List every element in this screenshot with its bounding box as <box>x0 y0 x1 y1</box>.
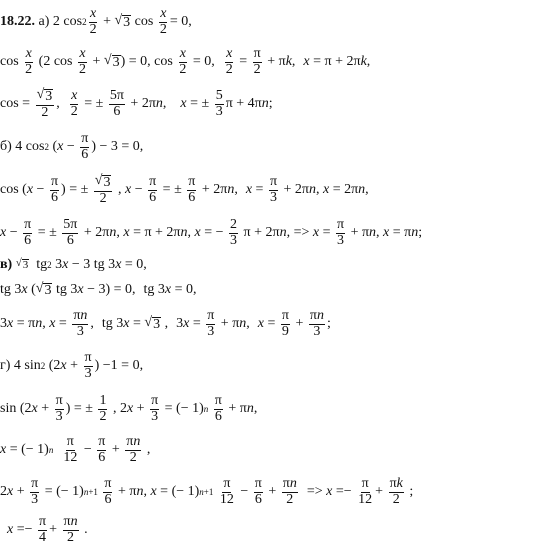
sqrt: √ 3 <box>35 280 52 298</box>
fraction: $\frac{\pi n}{3}$ <box>309 307 324 339</box>
fraction: $\frac{\pi}{3}$ <box>151 392 159 424</box>
fraction: $\frac{\pi}{6}$ <box>50 173 59 205</box>
fraction: $\frac{\pi}{6}$ <box>214 392 222 424</box>
line-b-cos: cos ( x − $\frac{\pi}{6}$ ) = ± √ 3 2 , x − $\frac{\pi}{6}$ = ± $\frac{\pi}{6}$ + 2π n , x = $\frac{\pi}{3}$ + 2π n , x = 2π n , <box>0 172 369 206</box>
sqrt: √ 3 <box>15 257 29 272</box>
line-g-equation: г) 4 sin 2 (2 x + $\frac{\pi}{3}$ ) −1 = 0, <box>0 349 144 381</box>
fraction: $\frac{\pi}{2}$ <box>253 45 261 77</box>
problem-number: 18.22. <box>0 14 35 29</box>
fraction: $\frac{5}{3}$ <box>215 87 223 119</box>
sqrt: √ 3 <box>103 52 120 70</box>
fraction: $\frac{\pi}{6}$ <box>104 475 112 507</box>
line-a-equation: 18.22. а) 2 cos 2 $\frac{x}{2}$ + √ 3 cos $\frac{x}{2}$ = 0, <box>0 5 192 37</box>
fraction: $\frac{\pi}{3}$ <box>84 349 92 381</box>
fraction: $\frac{\pi}{3}$ <box>31 475 39 507</box>
fraction: $\frac{2}{3}$ <box>230 216 238 248</box>
fraction: $\frac{\pi}{6}$ <box>254 475 262 507</box>
fraction: $\frac{x}{2}$ <box>25 45 33 77</box>
fraction: $\frac{\pi}{6}$ <box>24 216 32 248</box>
fraction: √ 3 2 <box>94 172 111 206</box>
fraction: $\frac{x}{2}$ <box>159 5 167 37</box>
fraction: √ 3 2 <box>36 86 53 120</box>
fraction: $\frac{\pi}{4}$ <box>39 513 47 545</box>
label-g: г) <box>0 358 11 373</box>
fraction: $\frac{1}{2}$ <box>99 392 107 424</box>
label-v: в) <box>0 257 13 272</box>
line-v-factor: tg 3 x ( √ 3 tg 3 x − 3) = 0, tg 3 x = 0, <box>0 280 197 298</box>
fraction: $\frac{\pi}{3}$ <box>55 392 63 424</box>
line-g-final: x =− $\frac{\pi}{4}$ + $\frac{\pi n}{2}$ . <box>7 513 88 545</box>
sqrt: √ 3 <box>144 314 161 332</box>
fraction: $\frac{\pi}{12}$ <box>219 475 234 507</box>
line-g-second: 2 x + $\frac{\pi}{3}$ = (− 1) n+1 $\frac{\pi}{6}$ + π n , x = (− 1) n+1 $\frac{\pi}{12}$ − $\frac{\pi}{6}$ + $\frac{\pi n}{2}$ => x =− $\frac{\pi}{12}$ + $\frac{\pi k}{2}$ ; <box>0 475 414 507</box>
fraction: $\frac{\pi k}{2}$ <box>389 475 403 507</box>
fraction: $\frac{\pi}{6}$ <box>98 433 106 465</box>
line-a-factor: cos $\frac{x}{2}$ (2 cos $\frac{x}{2}$ + √ 3 ) = 0, cos $\frac{x}{2}$ = 0, $\frac{x}{2}$ = $\frac{\pi}{2}$ + π k , x = π + 2π k , <box>0 45 371 77</box>
label-a: а) <box>38 14 50 29</box>
fraction: $\frac{\pi}{3}$ <box>336 216 345 248</box>
fraction: $\frac{\pi}{3}$ <box>269 173 278 205</box>
fraction: $\frac{\pi n}{2}$ <box>126 433 141 465</box>
fraction: $\frac{x}{2}$ <box>179 45 187 77</box>
fraction: $\frac{x}{2}$ <box>89 5 97 37</box>
fraction: $\frac{x}{2}$ <box>70 87 78 119</box>
line-v-equation: в) √ 3 tg 2 3 x − 3 tg 3 x = 0, <box>0 257 147 272</box>
line-b-equation: б) 4 cos 2 ( x − $\frac{\pi}{6}$ ) − 3 = 0, <box>0 130 144 162</box>
fraction: $\frac{\pi}{6}$ <box>149 173 157 205</box>
line-v-solutions: 3 x = π n , x = $\frac{\pi n}{3}$ , tg 3 x = √ 3 , 3 x = $\frac{\pi}{3}$ + π n , x = $\frac{\pi}{9}$ + $\frac{\pi n}{3}$ ; <box>0 307 331 339</box>
sqrt: √ 3 <box>114 12 131 30</box>
line-g-x: x = (− 1) n $\frac{\pi}{12}$ − $\frac{\pi}{6}$ + $\frac{\pi n}{2}$ , <box>0 433 151 465</box>
fraction: $\frac{\pi}{12}$ <box>358 475 373 507</box>
fraction: $\frac{5\pi}{6}$ <box>109 87 124 119</box>
fraction: $\frac{\pi}{6}$ <box>81 130 89 162</box>
line-g-sin: sin (2 x + $\frac{\pi}{3}$ ) = ± $\frac{1}{2}$ , 2 x + $\frac{\pi}{3}$ = (− 1) n $\frac{\pi}{6}$ + π n , <box>0 392 258 424</box>
fraction: $\frac{x}{2}$ <box>225 45 233 77</box>
fraction: $\frac{\pi n}{3}$ <box>73 307 88 339</box>
fraction: $\frac{\pi}{3}$ <box>207 307 215 339</box>
fraction: $\frac{\pi}{6}$ <box>188 173 196 205</box>
label-b: б) <box>0 139 12 154</box>
fraction: $\frac{\pi n}{2}$ <box>282 475 297 507</box>
fraction: $\frac{x}{2}$ <box>79 45 86 77</box>
fraction: $\frac{\pi}{12}$ <box>63 433 78 465</box>
fraction: $\frac{\pi n}{2}$ <box>63 513 78 545</box>
line-a-cos-value: cos = √ 3 2 , $\frac{x}{2}$ = ± $\frac{5\pi}{6}$ + 2π n , x = ± $\frac{5}{3}$ π + 4π n ; <box>0 86 273 120</box>
fraction: $\frac{5\pi}{6}$ <box>63 216 78 248</box>
fraction: $\frac{\pi}{9}$ <box>281 307 289 339</box>
line-b-solutions: x − $\frac{\pi}{6}$ = ± $\frac{5\pi}{6}$ + 2π n , x = π + 2π n , x = − $\frac{2}{3}$ π + 2π n , => x = $\frac{\pi}{3}$ + π n , x = π n ; <box>0 216 423 248</box>
